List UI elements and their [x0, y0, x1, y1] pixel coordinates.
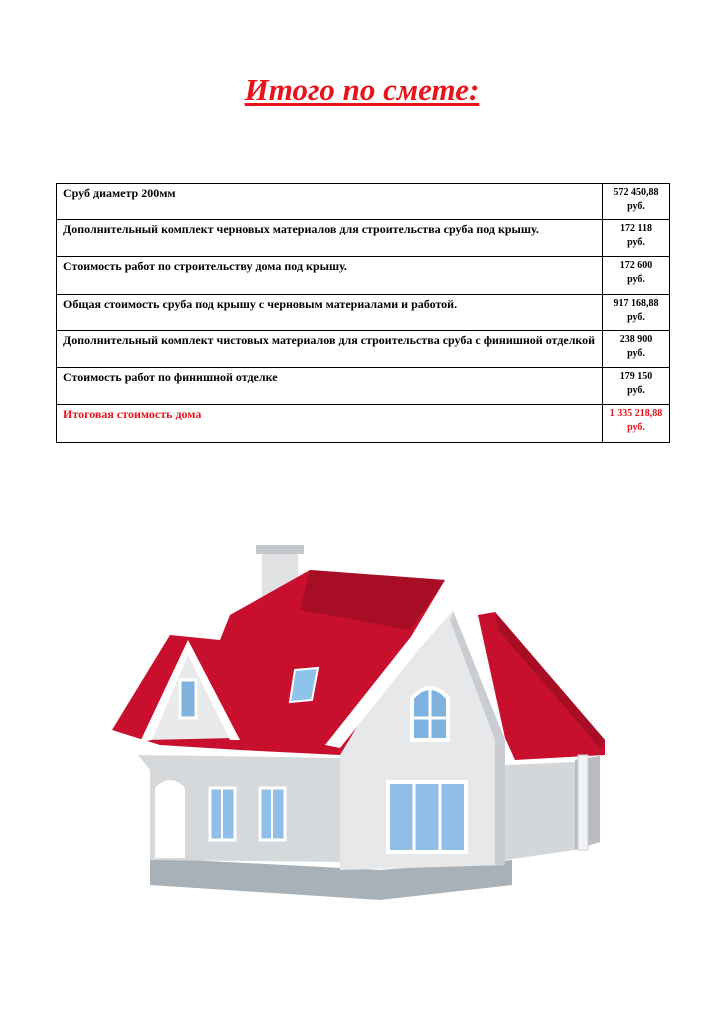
house-illustration: [100, 540, 620, 920]
price-amount: 179 150: [619, 371, 653, 382]
row-description: Дополнительный комплект чистовых материалов для строительства сруба с финишной отделкой: [57, 331, 603, 368]
price-amount: 917 168,88: [613, 298, 659, 309]
row-price: [603, 257, 670, 295]
table-row: [57, 295, 670, 331]
total-currency: руб.: [627, 422, 645, 433]
total-price: [603, 405, 670, 443]
page-title: Итого по смете:: [244, 72, 480, 107]
total-row: [57, 405, 670, 443]
row-price: [603, 220, 670, 257]
estimate-table: [56, 183, 670, 443]
row-description: Общая стоимость сруба под крышу с черновым материалами и работой.: [57, 295, 603, 331]
table-row: [57, 331, 670, 368]
price-currency: руб.: [627, 312, 645, 323]
row-price: [603, 184, 670, 220]
price-currency: руб.: [627, 237, 645, 248]
row-description: Стоимость работ по строительству дома под крышу.: [57, 257, 603, 295]
table-row: [57, 184, 670, 220]
price-amount: 172 600: [619, 260, 653, 271]
table-row: [57, 257, 670, 295]
price-currency: руб.: [627, 385, 645, 396]
price-currency: руб.: [627, 348, 645, 359]
row-price: [603, 295, 670, 331]
price-amount: 572 450,88: [613, 187, 659, 198]
row-description: Сруб диаметр 200мм: [57, 184, 603, 220]
price-amount: 238 900: [619, 334, 653, 345]
total-description: Итоговая стоимость дома: [57, 405, 603, 443]
row-price: [603, 331, 670, 368]
price-currency: руб.: [627, 274, 645, 285]
price-amount: 172 118: [620, 223, 652, 234]
price-currency: руб.: [627, 201, 645, 212]
row-description: Дополнительный комплект черновых материалов для строительства сруба под крышу.: [57, 220, 603, 257]
table-row: [57, 220, 670, 257]
total-amount: 1 335 218,88: [609, 408, 663, 419]
row-description: Стоимость работ по финишной отделке: [57, 368, 603, 405]
table-row: [57, 368, 670, 405]
row-price: [603, 368, 670, 405]
